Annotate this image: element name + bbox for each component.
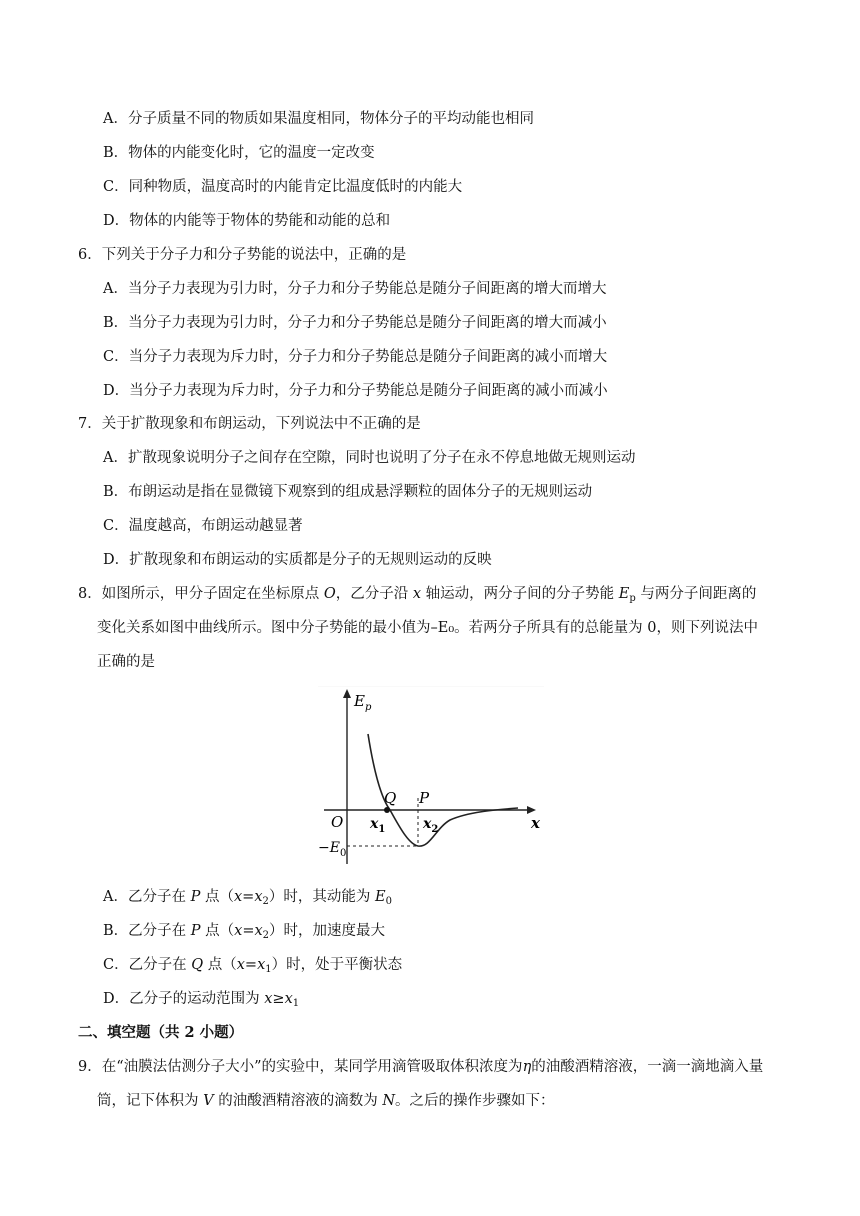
point-p-label: P [419, 789, 430, 807]
q7-option-d: D．扩散现象和布朗运动的实质都是分子的无规则运动的反映 [103, 552, 492, 568]
q8-option-a: A．乙分子在 P 点$(x=x_2)$时，其动能为 $E_0$ [103, 889, 392, 907]
y-axis-label: $E_p$ [354, 692, 372, 713]
q9-line1: 9．在“油膜法估测分子大小”的实验中，某同学用滴管吸取体积浓度为η的油酸酒精溶液，一滴一滴地滴入量 [78, 1059, 764, 1075]
potential-energy-figure [318, 686, 544, 870]
q9-line2: 筒，记下体积为 V 的油酸酒精溶液的滴数为 N。之后的操作步骤如下： [97, 1093, 555, 1109]
q8-option-c: C．乙分子在 Q 点$(x=x_1)$时，处于平衡状态 [103, 957, 403, 975]
q6-option-b: B．当分子力表现为引力时，分子力和分子势能总是随分子间距离的增大而减小 [103, 315, 607, 331]
x2-tick-label: $x_2$ [423, 816, 439, 835]
q6-option-a: A．当分子力表现为引力时，分子力和分子势能总是随分子间距离的增大而增大 [103, 281, 607, 297]
q8-stem-line2: 变化关系如图中曲线所示。图中分子势能的最小值为–E₀。若两分子所具有的总能量为 0，则下列说法中 [97, 620, 758, 636]
q7-option-b: B．布朗运动是指在显微镜下观察到的组成悬浮颗粒的固体分子的无规则运动 [103, 484, 593, 500]
q5-option-c: C．同种物质，温度高时的内能肯定比温度低时的内能大 [103, 179, 463, 195]
q6-option-d: D．当分子力表现为斥力时，分子力和分子势能总是随分子间距离的减小而减小 [103, 383, 608, 399]
q6-stem: 6．下列关于分子力和分子势能的说法中，正确的是 [78, 247, 407, 263]
point-q-label: Q [384, 789, 397, 807]
y-axis-arrow [343, 689, 351, 698]
x1-tick-label: $x_1$ [370, 816, 386, 835]
x-axis-label: x [531, 814, 540, 832]
q7-option-a: A．扩散现象说明分子之间存在空隙，同时也说明了分子在永不停息地做无规则运动 [103, 450, 636, 466]
x-axis-arrow [527, 806, 536, 814]
point-q-dot [384, 807, 390, 813]
origin-label: O [331, 813, 344, 831]
q7-option-c: C．温度越高，布朗运动越显著 [103, 518, 303, 534]
q8-stem-line1: 8．如图所示，甲分子固定在坐标原点 O，乙分子沿 x 轴运动，两分子间的分子势能 $E_p$ 与两分子间距离的 [78, 586, 757, 604]
section-2-title: 二、填空题（共 2 小题） [78, 1024, 244, 1041]
q8-stem-line3: 正确的是 [97, 654, 155, 670]
q7-stem: 7．关于扩散现象和布朗运动，下列说法中不正确的是 [78, 416, 421, 432]
neg-e0-label: $-E_0$ [318, 840, 347, 859]
q5-option-d: D．物体的内能等于物体的势能和动能的总和 [103, 213, 391, 229]
q5-option-b: B．物体的内能变化时，它的温度一定改变 [103, 145, 375, 161]
q8-option-b: B．乙分子在 P 点$(x=x_2)$时，加速度最大 [103, 923, 386, 941]
q6-option-c: C．当分子力表现为斥力时，分子力和分子势能总是随分子间距离的减小而增大 [103, 349, 608, 365]
q8-option-d: D．乙分子的运动范围为 $x\ge x_1$ [103, 991, 300, 1009]
q5-option-a: A．分子质量不同的物质如果温度相同，物体分子的平均动能也相同 [103, 111, 534, 127]
